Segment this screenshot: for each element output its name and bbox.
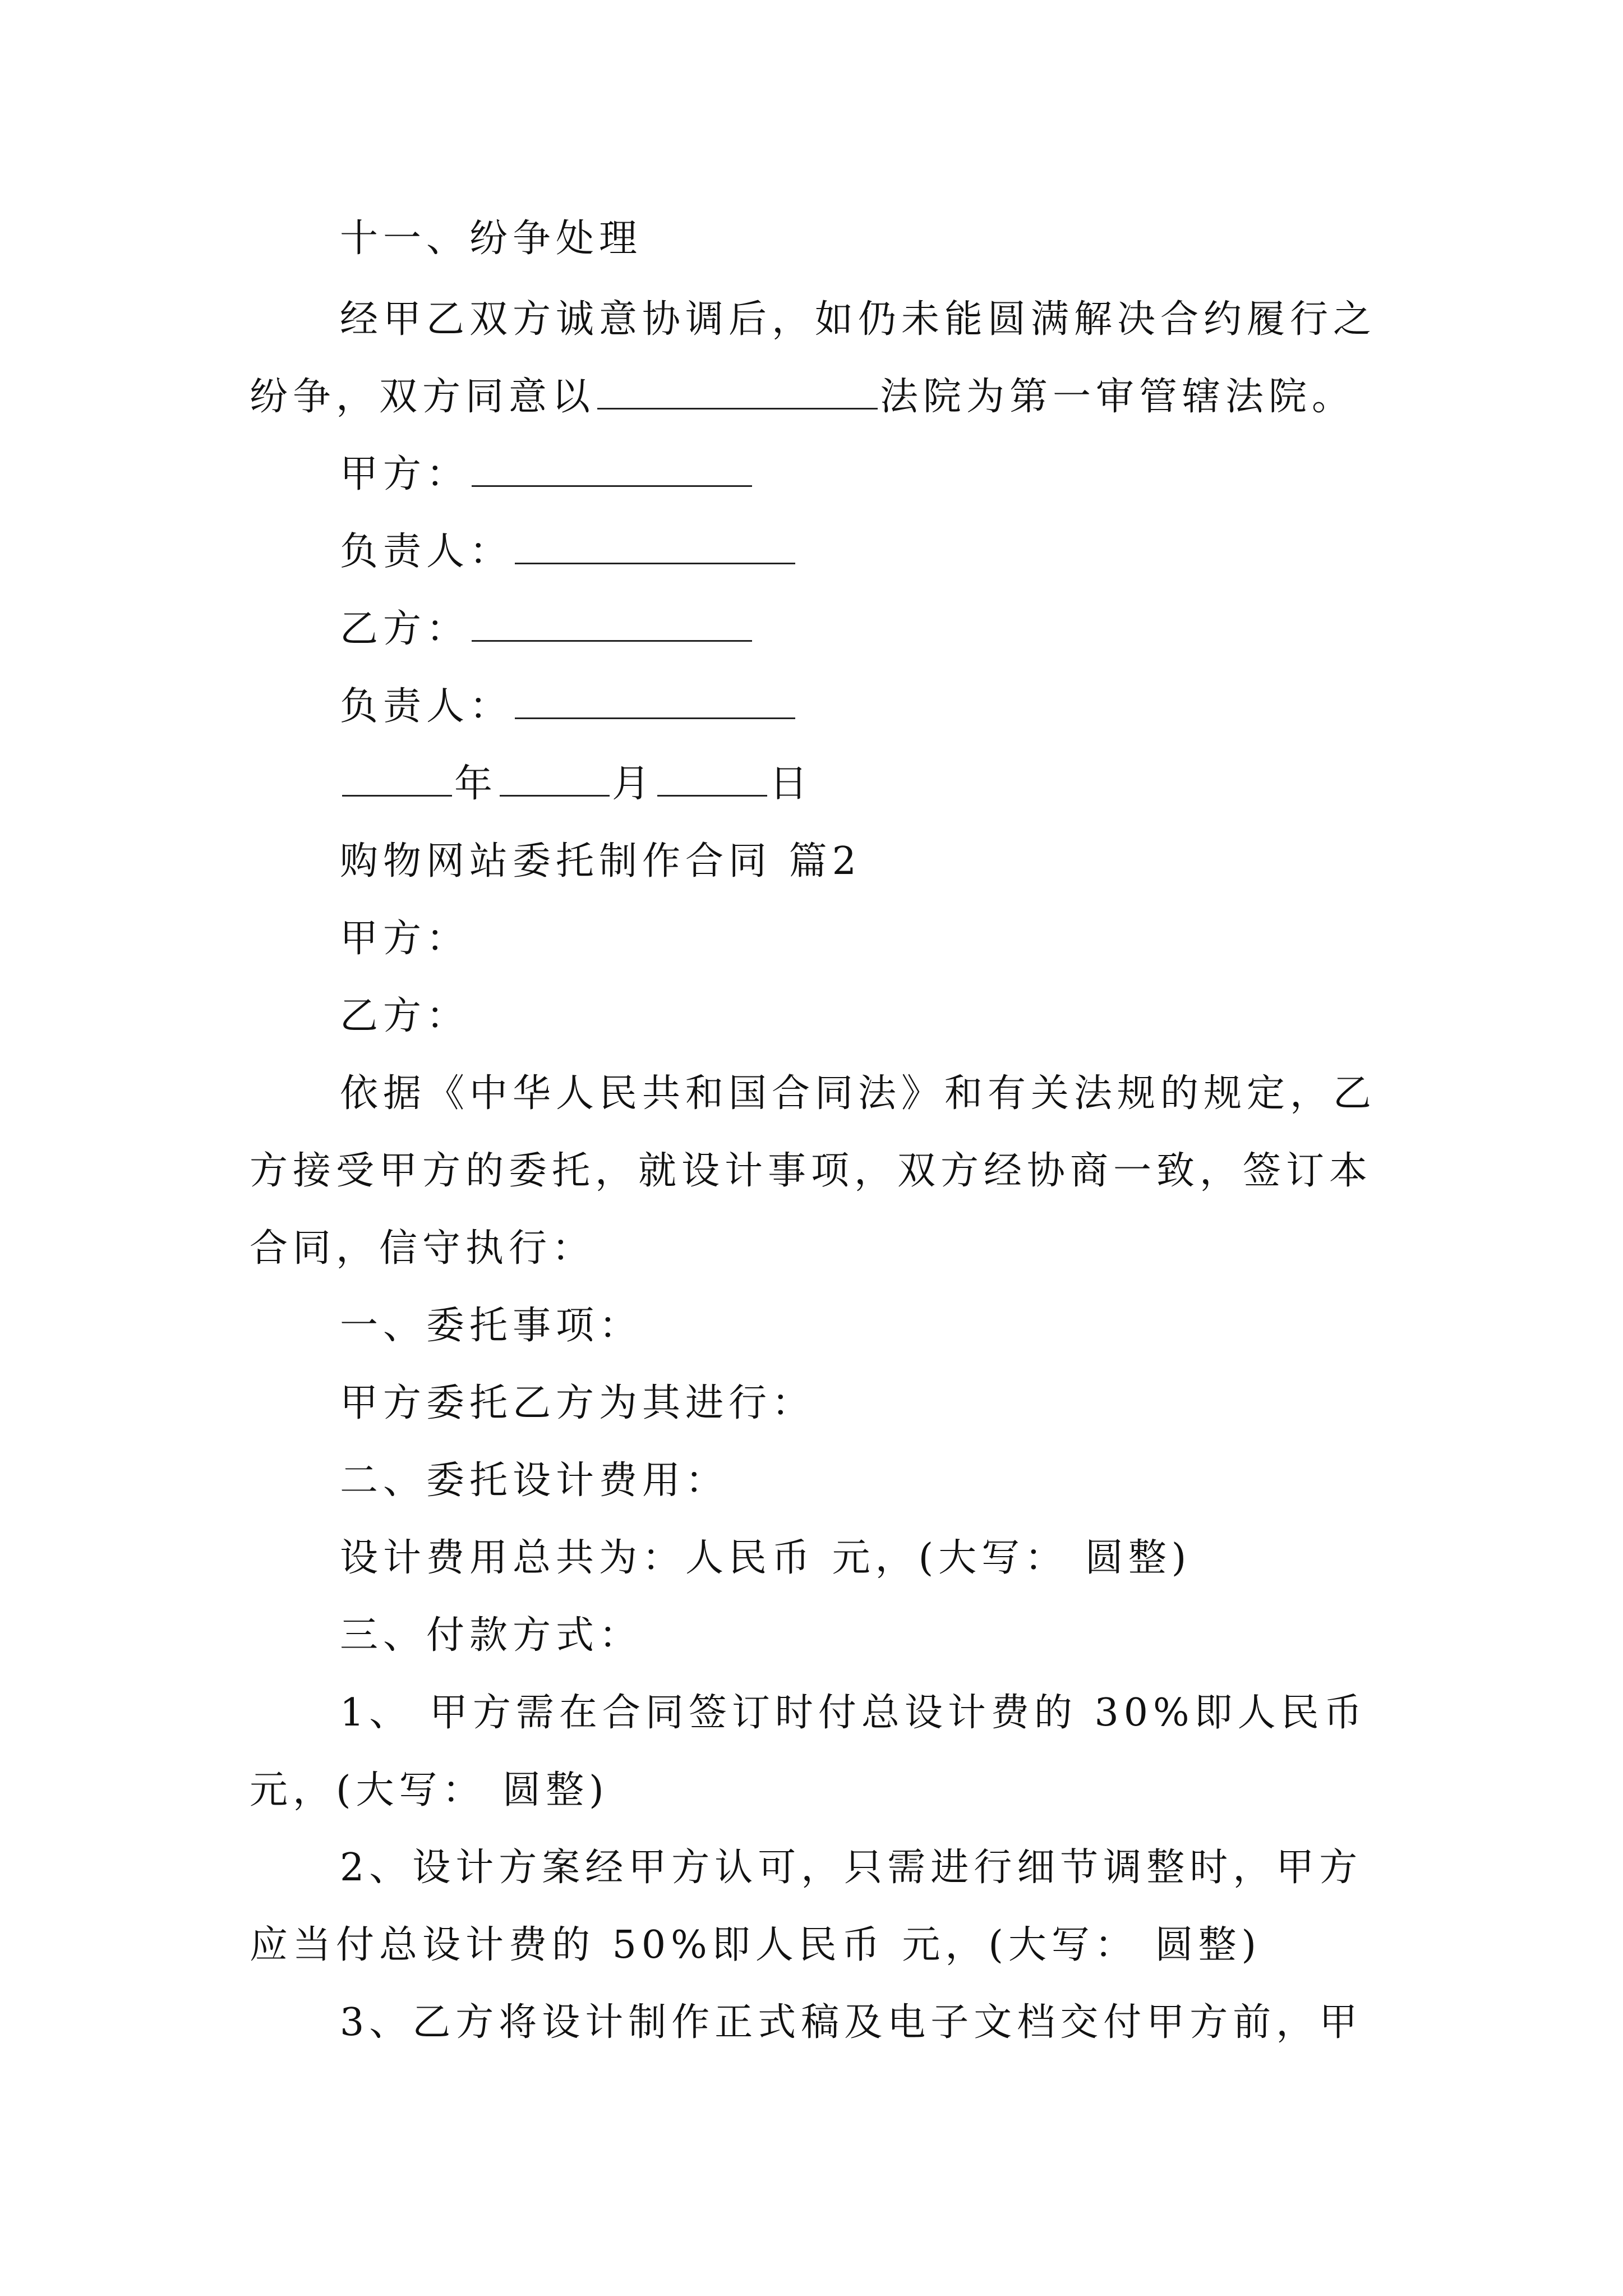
date-line	[340, 762, 813, 807]
basis-paragraph-line-2: 方接受甲方的委托，就设计事项，双方经协商一致，签订本	[250, 1149, 1373, 1193]
section-title: 十一、纷争处理	[340, 217, 643, 261]
party-a-responsible-line	[340, 530, 797, 574]
date-month-label: 月	[612, 762, 656, 806]
party-a-responsible-blank	[515, 530, 795, 564]
payment1-line-1: 1、 甲方需在合同签订时付总设计费的 30%即人民币	[340, 1691, 1367, 1735]
dispute-text-after: 法院为第一审管辖法院。	[880, 375, 1355, 419]
basis-paragraph-line-3: 合同，信守执行：	[250, 1226, 596, 1271]
responsible-label: 负责人：	[340, 530, 513, 574]
dispute-text-before: 纷争，双方同意以	[250, 375, 596, 419]
item2-title: 二、委托设计费用：	[340, 1458, 729, 1503]
payment2-line-1: 2、设计方案经甲方认可，只需进行细节调整时，甲方	[340, 1846, 1363, 1890]
party-a-signature-line	[340, 452, 754, 497]
responsible-label: 负责人：	[340, 684, 513, 729]
payment2-line-2: 应当付总设计费的 50%即人民币 元，(大写： 圆整)	[250, 1923, 1262, 1967]
day-blank	[657, 762, 767, 797]
party-b-blank	[472, 608, 752, 642]
dispute-paragraph-line-2	[250, 375, 1355, 420]
contract2-title: 购物网站委托制作合同 篇2	[340, 839, 861, 884]
item3-title: 三、付款方式：	[340, 1613, 643, 1658]
item1-title: 一、委托事项：	[340, 1304, 643, 1348]
item2-body: 设计费用总共为：人民币 元，(大写： 圆整)	[340, 1536, 1192, 1580]
court-blank	[597, 375, 878, 409]
year-blank	[342, 762, 452, 797]
item1-body: 甲方委托乙方为其进行：	[340, 1381, 815, 1425]
contract2-party-a: 甲方：	[340, 917, 470, 961]
party-b-label: 乙方：	[340, 607, 470, 651]
party-b-responsible-line	[340, 684, 797, 729]
contract2-party-b: 乙方：	[340, 994, 470, 1038]
party-b-responsible-blank	[515, 685, 795, 719]
party-b-signature-line	[340, 607, 754, 652]
date-day-label: 日	[769, 762, 813, 806]
dispute-paragraph-line-1: 经甲乙双方诚意协调后，如仍未能圆满解决合约履行之	[340, 297, 1377, 342]
basis-paragraph-line-1: 依据《中华人民共和国合同法》和有关法规的规定，乙	[340, 1071, 1377, 1116]
party-a-label: 甲方：	[340, 452, 470, 496]
month-blank	[500, 762, 610, 797]
payment1-line-2: 元，(大写： 圆整)	[250, 1768, 609, 1812]
payment3-line-1: 3、乙方将设计制作正式稿及电子文档交付甲方前，甲	[340, 2000, 1363, 2045]
date-year-label: 年	[454, 762, 498, 806]
party-a-blank	[472, 453, 752, 487]
